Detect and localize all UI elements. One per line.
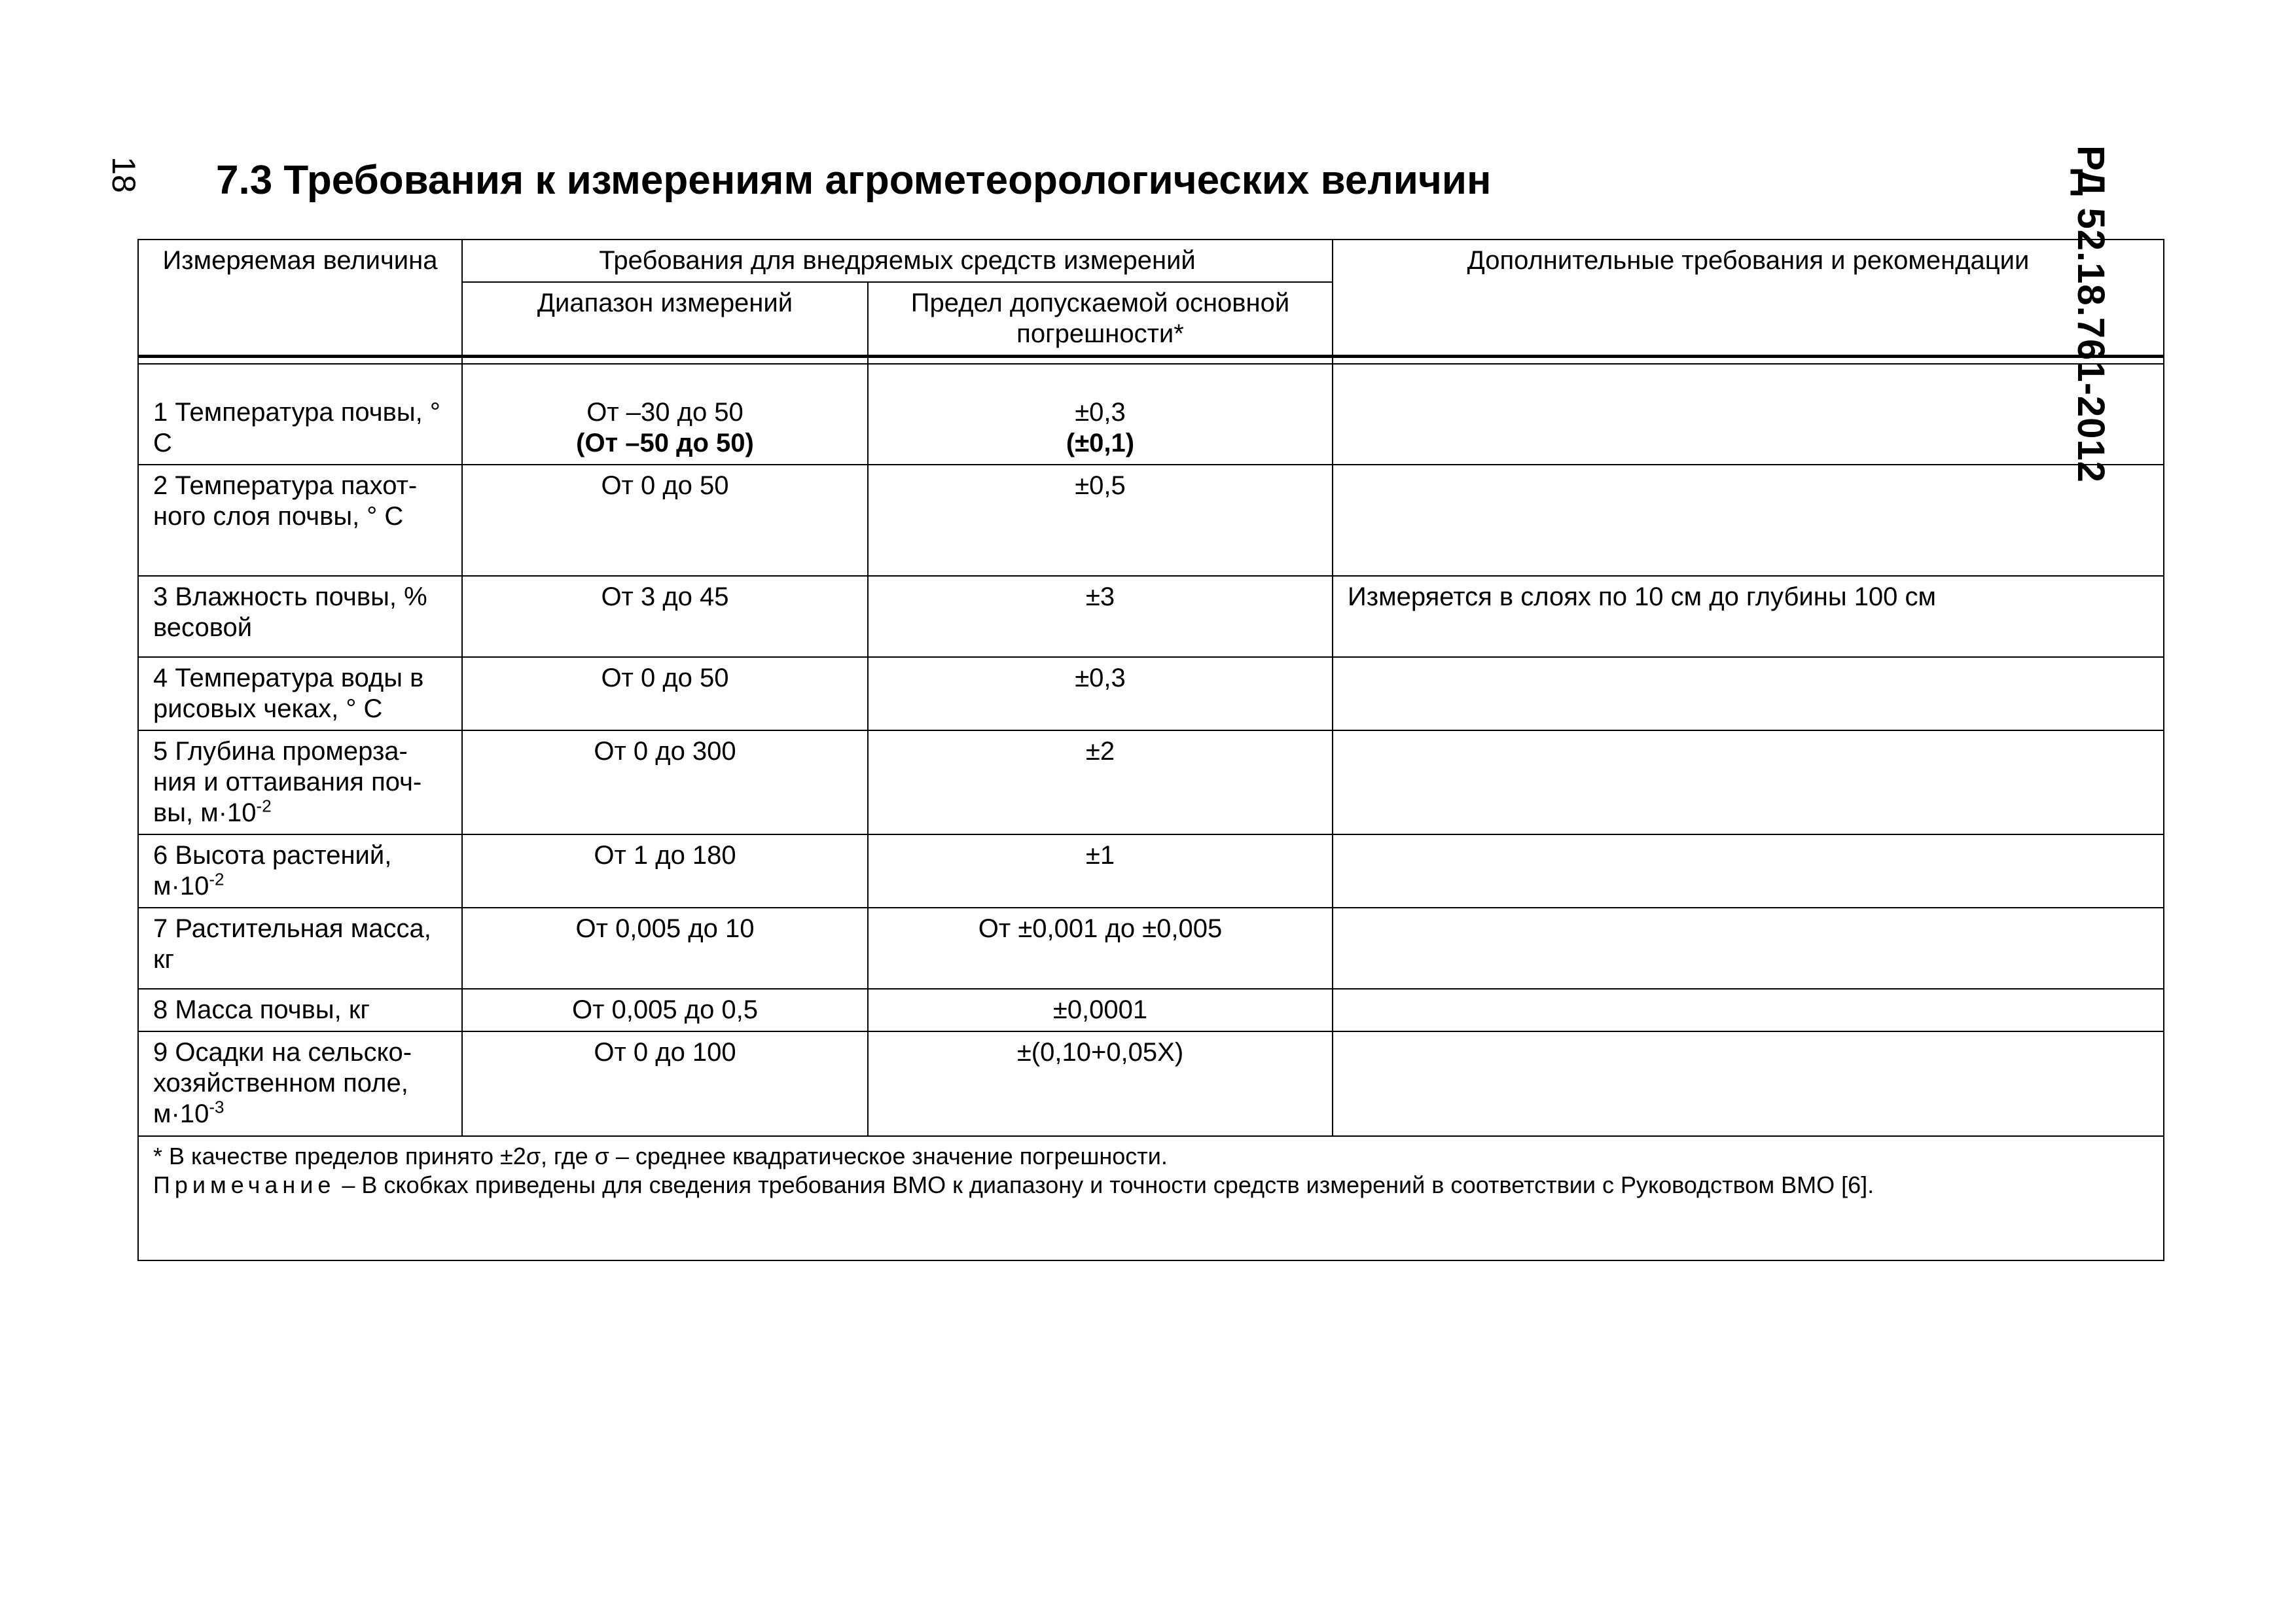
table-row <box>138 834 2164 908</box>
error-cell <box>868 364 1333 465</box>
unit-exponent: -3 <box>209 1097 224 1117</box>
extra-cell <box>1333 1031 2164 1136</box>
quantity-cell: 7 Растительная масса, кг <box>138 908 462 989</box>
range-cell: От 3 до 45 <box>462 576 868 657</box>
table-row <box>138 364 2164 465</box>
quantity-cell <box>138 1031 462 1136</box>
table-row <box>138 908 2164 989</box>
quantity-text: 6 Высота растений, м·10 <box>153 841 392 901</box>
quantity-text: 9 Осадки на сельско-хозяйственном поле, м·10 <box>153 1038 412 1128</box>
range-cell <box>462 364 868 465</box>
range-cell: От 0,005 до 0,5 <box>462 989 868 1031</box>
header-range: Диапазон измерений <box>462 282 868 357</box>
footnote-cell <box>138 1136 2164 1260</box>
error-cell: ±3 <box>868 576 1333 657</box>
quantity-cell: 1 Температура почвы, ° С <box>138 364 462 465</box>
error-value: ±0,3 <box>1075 398 1126 427</box>
error-cell: От ±0,001 до ±0,005 <box>868 908 1333 989</box>
note-line <box>153 1171 2149 1200</box>
table-row <box>138 657 2164 730</box>
footnote-text: * В качестве пределов принято ±2σ, где σ – среднее квадратическое значение погрешности. <box>153 1143 1168 1169</box>
header-quantity: Измеряемая величина <box>138 240 462 357</box>
error-cell: ±1 <box>868 834 1333 908</box>
unit-exponent: -2 <box>209 869 224 889</box>
header-additional: Дополнительные требования и рекомендации <box>1333 240 2164 357</box>
quantity-cell: 8 Масса почвы, кг <box>138 989 462 1031</box>
range-cell: От 0,005 до 10 <box>462 908 868 989</box>
error-cell: ±0,0001 <box>868 989 1333 1031</box>
extra-cell <box>1333 730 2164 834</box>
error-cell: ±0,3 <box>868 657 1333 730</box>
page-number: 18 <box>105 156 142 193</box>
table-row <box>138 465 2164 576</box>
quantity-cell: 2 Температура пахот-ного слоя почвы, ° С <box>138 465 462 576</box>
note-label: Примечание <box>153 1171 336 1198</box>
error-wmo-value: (±0,1) <box>1066 429 1135 457</box>
extra-cell <box>1333 834 2164 908</box>
table-row <box>138 1031 2164 1136</box>
quantity-cell <box>138 834 462 908</box>
quantity-text: 5 Глубина промерза-ния и оттаивания поч-вы, м·10 <box>153 737 422 827</box>
range-cell: От 0 до 50 <box>462 465 868 576</box>
quantity-cell: 4 Температура воды в рисовых чеках, ° С <box>138 657 462 730</box>
error-cell: ±0,5 <box>868 465 1333 576</box>
footnote-row <box>138 1136 2164 1260</box>
error-cell: ±2 <box>868 730 1333 834</box>
header-error-limit: Предел допускаемой основной погрешности* <box>868 282 1333 357</box>
range-cell: От 0 до 300 <box>462 730 868 834</box>
document-code: РД 52.18.761-2012 <box>2070 145 2113 483</box>
extra-cell <box>1333 364 2164 465</box>
extra-cell: Измеряется в слоях по 10 см до глубины 100 см <box>1333 576 2164 657</box>
range-wmo-value: (От –50 до 50) <box>576 429 754 457</box>
range-value: От –30 до 50 <box>586 398 744 427</box>
extra-cell <box>1333 465 2164 576</box>
extra-cell <box>1333 989 2164 1031</box>
quantity-cell: 3 Влажность почвы, % весовой <box>138 576 462 657</box>
section-title: 7.3 Требования к измерениям агрометеорологических величин <box>216 158 1492 203</box>
range-cell: От 0 до 50 <box>462 657 868 730</box>
note-text: – В скобках приведены для сведения требования ВМО к диапазону и точности средств измерений в соответствии с Руководством ВМО [6]. <box>342 1171 1874 1198</box>
range-cell: От 1 до 180 <box>462 834 868 908</box>
extra-cell <box>1333 908 2164 989</box>
header-separator <box>138 357 2164 365</box>
unit-exponent: -2 <box>256 796 272 816</box>
header-requirements: Требования для внедряемых средств измерений <box>462 240 1333 282</box>
extra-cell <box>1333 657 2164 730</box>
table-row <box>138 730 2164 834</box>
quantity-cell <box>138 730 462 834</box>
table-row <box>138 989 2164 1031</box>
range-cell: От 0 до 100 <box>462 1031 868 1136</box>
requirements-table <box>137 239 2164 1261</box>
error-cell: ±(0,10+0,05X) <box>868 1031 1333 1136</box>
table-row <box>138 576 2164 657</box>
